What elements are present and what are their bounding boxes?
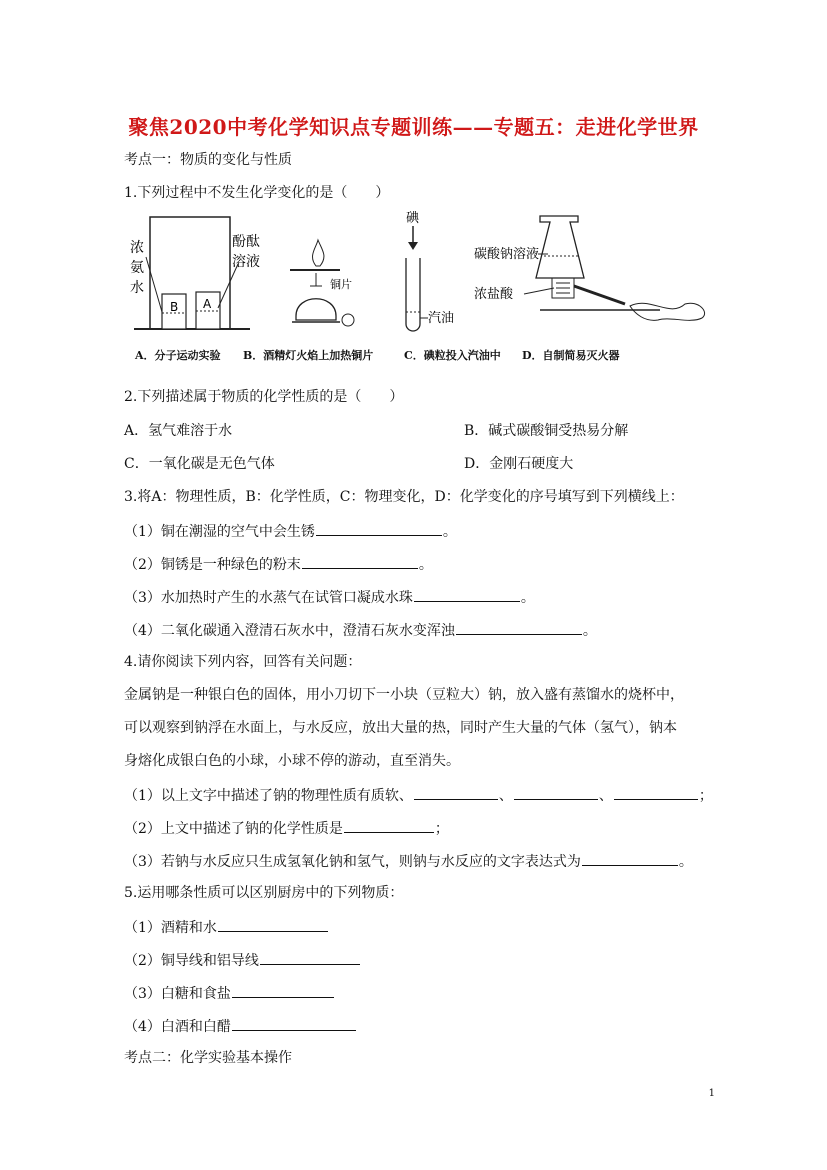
- label-phenolphthalein-1: 酚酞: [232, 234, 260, 250]
- answer-blank[interactable]: [232, 1015, 356, 1031]
- sodium-carbonate-label: 碳酸钠溶液: [474, 247, 540, 262]
- q5-item-3: [124, 982, 335, 1004]
- q2-option-b: B．碱式碳酸铜受热易分解: [464, 423, 629, 439]
- page-title: 聚焦2020中考化学知识点专题训练——专题五：走进化学世界: [128, 115, 699, 139]
- caption-c: C．碘粒投入汽油中: [404, 349, 501, 362]
- answer-blank[interactable]: [614, 784, 698, 800]
- q3-item-3-end: 。: [520, 590, 535, 606]
- q4-paragraph-line-1: 金属钠是一种银白色的固体，用小刀切下一小块（豆粒大）钠，放入盛有蒸馏水的烧杯中，: [124, 687, 684, 703]
- q3-item-4-end: 。: [582, 623, 597, 639]
- q5-item-3-text: （3）白糖和食盐: [124, 986, 231, 1002]
- answer-blank[interactable]: [232, 982, 334, 998]
- q5-item-1: [124, 916, 329, 938]
- answer-blank[interactable]: [582, 850, 678, 866]
- q2-option-d: D．金刚石硬度大: [464, 456, 574, 472]
- caption-b: B．酒精灯火焰上加热铜片: [243, 349, 374, 362]
- label-phenolphthalein-2: 溶液: [232, 254, 260, 270]
- question-3-stem: 3.将A：物理性质，B：化学性质，C：物理变化，D：化学变化的序号填写到下列横线上：: [124, 489, 684, 505]
- answer-blank[interactable]: [344, 817, 434, 833]
- copper-plate-label: 铜片: [330, 278, 352, 291]
- question-5-stem: 5.运用哪条性质可以区别厨房中的下列物质：: [124, 885, 404, 901]
- caption-d: D．自制简易灭火器: [522, 349, 620, 362]
- q2-option-c: C．一氧化碳是无色气体: [124, 456, 275, 472]
- caption-a: A．分子运动实验: [135, 349, 221, 362]
- label-concentrated-ammonia-1: 浓: [130, 240, 144, 256]
- q5-item-4: [124, 1015, 357, 1037]
- q5-item-4-text: （4）白酒和白醋: [124, 1019, 231, 1035]
- q4-subquestion-2: [124, 817, 449, 839]
- gasoline-label: 汽油: [428, 311, 455, 326]
- iodine-label: 碘: [406, 211, 420, 226]
- answer-blank[interactable]: [414, 586, 520, 602]
- q3-item-2: [124, 553, 433, 575]
- figure-a-molecular-motion: [128, 212, 260, 337]
- label-concentrated-ammonia-2: 氨: [130, 260, 144, 276]
- answer-blank[interactable]: [414, 784, 498, 800]
- q4-s1-text: （1）以上文字中描述了钠的物理性质有质软、: [124, 788, 413, 804]
- figure-c-iodine-tube: [400, 208, 470, 338]
- q3-item-3-text: （3）水加热时产生的水蒸气在试管口凝成水珠: [124, 590, 413, 606]
- question-2-stem: 2.下列描述属于物质的化学性质的是（ ）: [124, 389, 404, 405]
- question-1-stem: 1.下列过程中不发生化学变化的是（ ）: [124, 185, 390, 201]
- beaker-a-label: A: [203, 297, 212, 311]
- answer-blank[interactable]: [514, 784, 598, 800]
- answer-blank[interactable]: [218, 916, 328, 932]
- q4-s1-semi: ；: [698, 788, 713, 804]
- q3-item-1-end: 。: [442, 524, 457, 540]
- q4-s2-text: （2）上文中描述了钠的化学性质是: [124, 821, 343, 837]
- q4-s2-semi: ；: [434, 821, 449, 837]
- q5-item-2: [124, 949, 361, 971]
- answer-blank[interactable]: [302, 553, 418, 569]
- q3-item-4: [124, 619, 597, 641]
- q3-item-1-text: （1）铜在潮湿的空气中会生锈: [124, 524, 315, 540]
- answer-blank[interactable]: [316, 520, 442, 536]
- question-4-stem: 4.请你阅读下列内容，回答有关问题：: [124, 654, 362, 670]
- label-concentrated-ammonia-3: 水: [130, 280, 144, 296]
- q3-item-2-text: （2）铜锈是一种绿色的粉末: [124, 557, 301, 573]
- figure-d-fire-extinguisher: [470, 208, 720, 333]
- answer-blank[interactable]: [456, 619, 582, 635]
- section-heading-1: 考点一：物质的变化与性质: [124, 152, 292, 168]
- q4-s1-sep-1: 、: [498, 788, 513, 804]
- q2-option-a: A．氢气难溶于水: [124, 423, 233, 439]
- q4-subquestion-3: [124, 850, 693, 872]
- q4-s3-end: 。: [678, 854, 693, 870]
- q3-item-2-end: 。: [418, 557, 433, 573]
- section-heading-2: 考点二：化学实验基本操作: [124, 1050, 292, 1066]
- q4-s1-sep-2: 、: [598, 788, 613, 804]
- hydrochloric-acid-label: 浓盐酸: [474, 287, 514, 302]
- q3-item-4-text: （4）二氧化碳通入澄清石灰水中，澄清石灰水变浑浊: [124, 623, 455, 639]
- q3-item-1: [124, 520, 457, 542]
- q4-paragraph-line-3: 身熔化成银白色的小球，小球不停的游动，直至消失。: [124, 753, 460, 769]
- q4-paragraph-line-2: 可以观察到钠浮在水面上，与水反应，放出大量的热，同时产生大量的气体（氢气），钠本: [124, 720, 677, 736]
- q3-item-3: [124, 586, 535, 608]
- q5-item-2-text: （2）铜导线和铝导线: [124, 953, 259, 969]
- page-number: 1: [708, 1088, 715, 1099]
- q4-s3-text: （3）若钠与水反应只生成氢氧化钠和氢气，则钠与水反应的文字表达式为: [124, 854, 581, 870]
- q4-subquestion-1: [124, 784, 713, 806]
- answer-blank[interactable]: [260, 949, 360, 965]
- figure-b-alcohol-lamp: [286, 238, 366, 338]
- beaker-b-label: B: [170, 300, 179, 314]
- q5-item-1-text: （1）酒精和水: [124, 920, 217, 936]
